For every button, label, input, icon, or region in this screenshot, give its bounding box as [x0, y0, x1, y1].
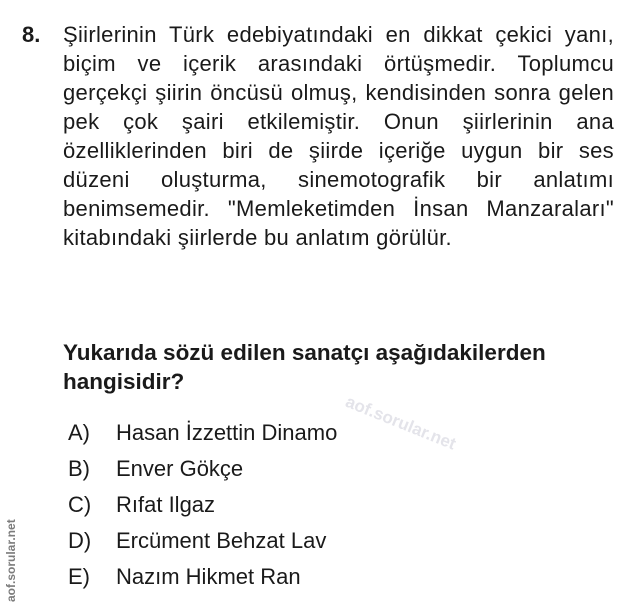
diagonal-watermark: aof.sorular.net — [342, 392, 459, 454]
option-letter: D) — [68, 528, 92, 553]
option-e[interactable] — [68, 563, 301, 591]
option-c[interactable] — [68, 491, 215, 519]
option-letter: A) — [68, 420, 90, 445]
option-a[interactable] — [68, 419, 337, 447]
side-watermark: aof.sorular.net — [4, 519, 18, 602]
option-text: Ercüment Behzat Lav — [116, 528, 327, 553]
option-text: Hasan İzzettin Dinamo — [116, 420, 338, 445]
option-b[interactable] — [68, 455, 243, 483]
option-d[interactable] — [68, 527, 326, 555]
option-text: Rıfat Ilgaz — [116, 492, 216, 517]
option-letter: E) — [68, 564, 90, 589]
option-text: Nazım Hikmet Ran — [116, 564, 301, 589]
option-letter: C) — [68, 492, 92, 517]
question-number: 8. — [22, 22, 41, 47]
option-text: Enver Gökçe — [116, 456, 244, 481]
option-letter: B) — [68, 456, 90, 481]
question-prompt: Yukarıda sözü edilen sanatçı aşağıdakilerden hangisidir? — [63, 340, 546, 394]
question-stem: Şiirlerinin Türk edebiyatındaki en dikkat çekici yanı, biçim ve içerik arasındaki örtüşmedir. Toplumcu gerçekçi şiirin öncüsü olmuş, kendisinden sonra gelen pek çok şairi etkilemiştir. Onun şiirlerinin ana özelliklerinden biri de şiirde içeriğe uygun bir ses düzeni oluşturma, sinemotografik bir anlatımı benimsemedir. "Memleketimden İnsan Manzaraları" kitabındaki şiirlerde bu anlatım görülür. — [63, 22, 614, 250]
